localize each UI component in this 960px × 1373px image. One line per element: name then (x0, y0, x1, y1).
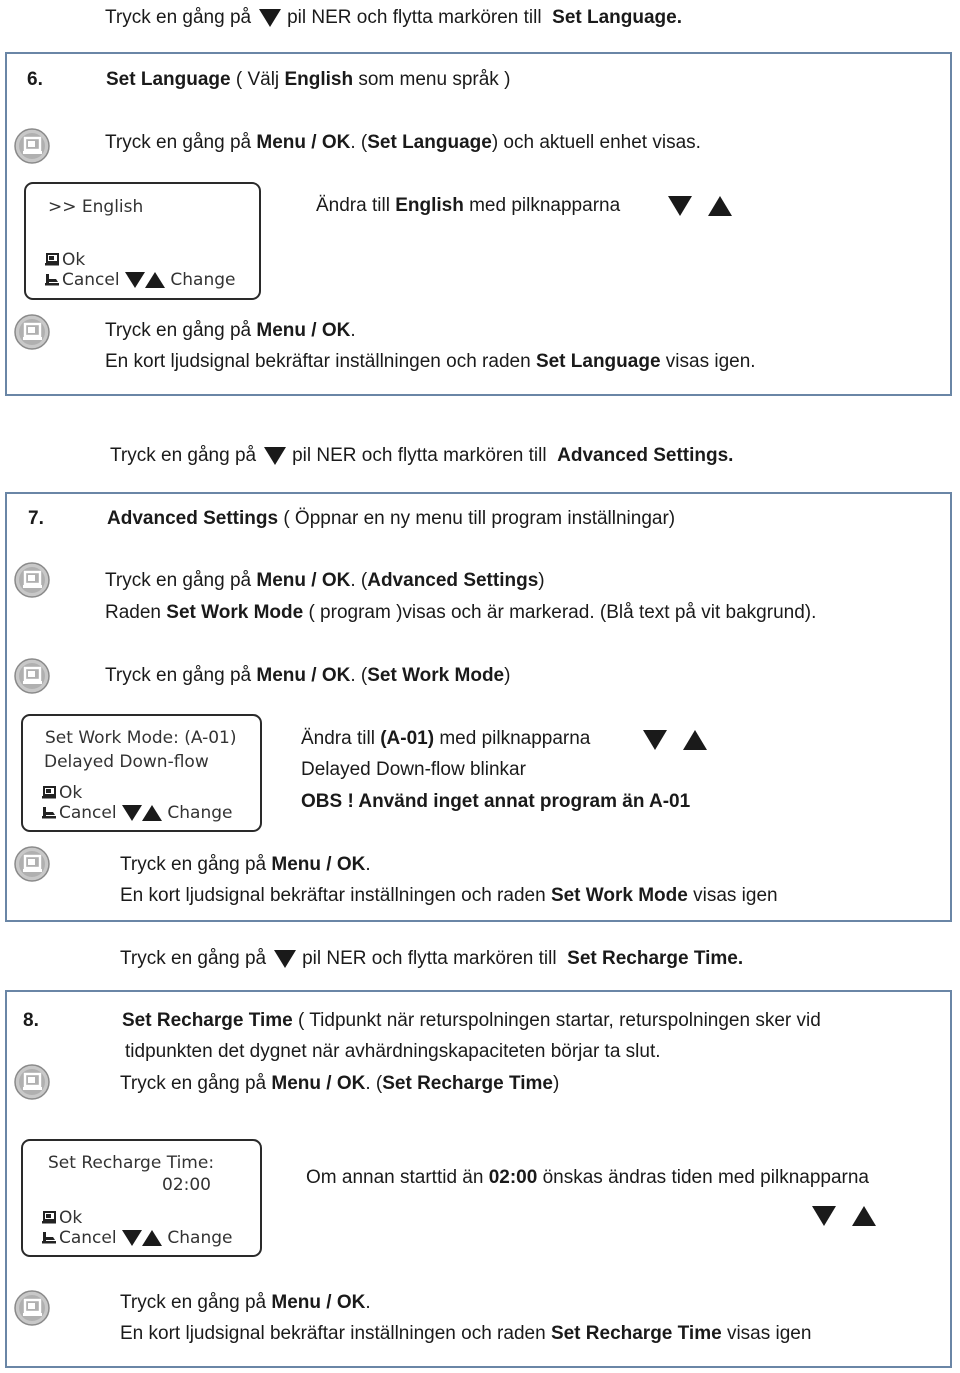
nav-text: pil NER och flytta markören till (287, 7, 542, 28)
cancel-icon (44, 273, 60, 286)
menu-ok-button-icon (14, 562, 50, 598)
lcd-ok: Ok (41, 783, 82, 803)
arrow-buttons (668, 196, 732, 216)
arrow-down-icon (264, 447, 286, 465)
ok-icon (41, 786, 57, 799)
arrow-up-icon (142, 1230, 162, 1246)
arrow-down-icon (125, 272, 145, 288)
lcd-line: 02:00 (162, 1175, 211, 1195)
lcd-line: Set Recharge Time: (48, 1153, 215, 1173)
lcd-display-work-mode (21, 714, 262, 832)
section-8-title: Set Recharge Time ( Tidpunkt när returspolningen startar, returspolningen sker vid (122, 1010, 821, 1031)
section-7-change: Ändra till (A-01) med pilknapparna (301, 728, 591, 749)
menu-ok-button-icon (14, 1064, 50, 1100)
arrow-down-icon (812, 1206, 836, 1226)
section-7-line-3: Tryck en gång på Menu / OK. (Set Work Mode) (105, 665, 511, 686)
arrow-down-icon (274, 950, 296, 968)
menu-ok-button-icon (14, 128, 50, 164)
arrow-up-icon (142, 805, 162, 821)
arrow-buttons (812, 1206, 876, 1226)
section-6-line-1: Tryck en gång på Menu / OK. (Set Language) och aktuell enhet visas. (105, 132, 701, 153)
section-7-line-2: Raden Set Work Mode ( program )visas och är markerad. (Blå text på vit bakgrund). (105, 602, 817, 623)
arrow-down-icon (643, 730, 667, 750)
section-7-line-5: En kort ljudsignal bekräftar inställningen och raden Set Work Mode visas igen (120, 885, 778, 906)
lcd-display-recharge-time (21, 1139, 262, 1257)
section-8-change: Om annan starttid än 02:00 önskas ändras tiden med pilknapparna (306, 1167, 869, 1188)
section-7-number: 7. (28, 508, 44, 529)
section-7-line-4: Tryck en gång på Menu / OK. (120, 854, 371, 875)
cancel-icon (41, 806, 57, 819)
lcd-ok: Ok (44, 250, 85, 270)
lcd-cancel: Cancel Change (41, 1228, 233, 1248)
section-8-number: 8. (23, 1010, 39, 1031)
section-7-line-1: Tryck en gång på Menu / OK. (Advanced Settings) (105, 570, 545, 591)
section-8-title-cont: tidpunkten det dygnet när avhärdningskapaciteten börjar ta slut. (125, 1041, 661, 1062)
lcd-cancel: Cancel Change (44, 270, 236, 290)
lcd-line: >> English (48, 197, 144, 217)
section-6-title: Set Language ( Välj English som menu språk ) (106, 69, 511, 90)
nav-text: Tryck en gång på (105, 7, 252, 28)
menu-ok-button-icon (14, 658, 50, 694)
section-6-line-3: En kort ljudsignal bekräftar inställningen och raden Set Language visas igen. (105, 351, 756, 372)
arrow-down-icon (122, 805, 142, 821)
menu-ok-button-icon (14, 314, 50, 350)
section-7-obs: OBS ! Använd inget annat program än A-01 (301, 791, 691, 812)
ok-icon (41, 1211, 57, 1224)
section-7-blink: Delayed Down-flow blinkar (301, 759, 526, 780)
nav-line-2: Tryck en gång på pil NER och flytta markören till Advanced Settings. (110, 445, 734, 466)
lcd-line: Delayed Down-flow (44, 752, 209, 772)
lcd-display-language (24, 182, 261, 300)
lcd-cancel: Cancel Change (41, 803, 233, 823)
nav-target: Set Language. (552, 7, 682, 28)
ok-icon (44, 253, 60, 266)
lcd-line: Set Work Mode: (A-01) (45, 728, 237, 748)
cancel-icon (41, 1231, 57, 1244)
arrow-down-icon (668, 196, 692, 216)
section-7-title: Advanced Settings ( Öppnar en ny menu till program inställningar) (107, 508, 676, 529)
arrow-down-icon (259, 9, 281, 27)
section-8-line-3: En kort ljudsignal bekräftar inställningen och raden Set Recharge Time visas igen (120, 1323, 812, 1344)
nav-line-1 (105, 6, 682, 30)
arrow-up-icon (708, 196, 732, 216)
section-6-change: Ändra till English med pilknapparna (316, 195, 621, 216)
arrow-down-icon (122, 1230, 142, 1246)
arrow-buttons (643, 730, 707, 750)
menu-ok-button-icon (14, 1290, 50, 1326)
arrow-up-icon (145, 272, 165, 288)
arrow-up-icon (852, 1206, 876, 1226)
section-8-line-1: Tryck en gång på Menu / OK. (Set Recharge Time) (120, 1073, 560, 1094)
section-8-line-2: Tryck en gång på Menu / OK. (120, 1292, 371, 1313)
section-6-line-2: Tryck en gång på Menu / OK. (105, 320, 356, 341)
section-6-number: 6. (27, 69, 43, 90)
menu-ok-button-icon (14, 846, 50, 882)
lcd-ok: Ok (41, 1208, 82, 1228)
arrow-up-icon (683, 730, 707, 750)
nav-line-3: Tryck en gång på pil NER och flytta markören till Set Recharge Time. (120, 948, 744, 969)
